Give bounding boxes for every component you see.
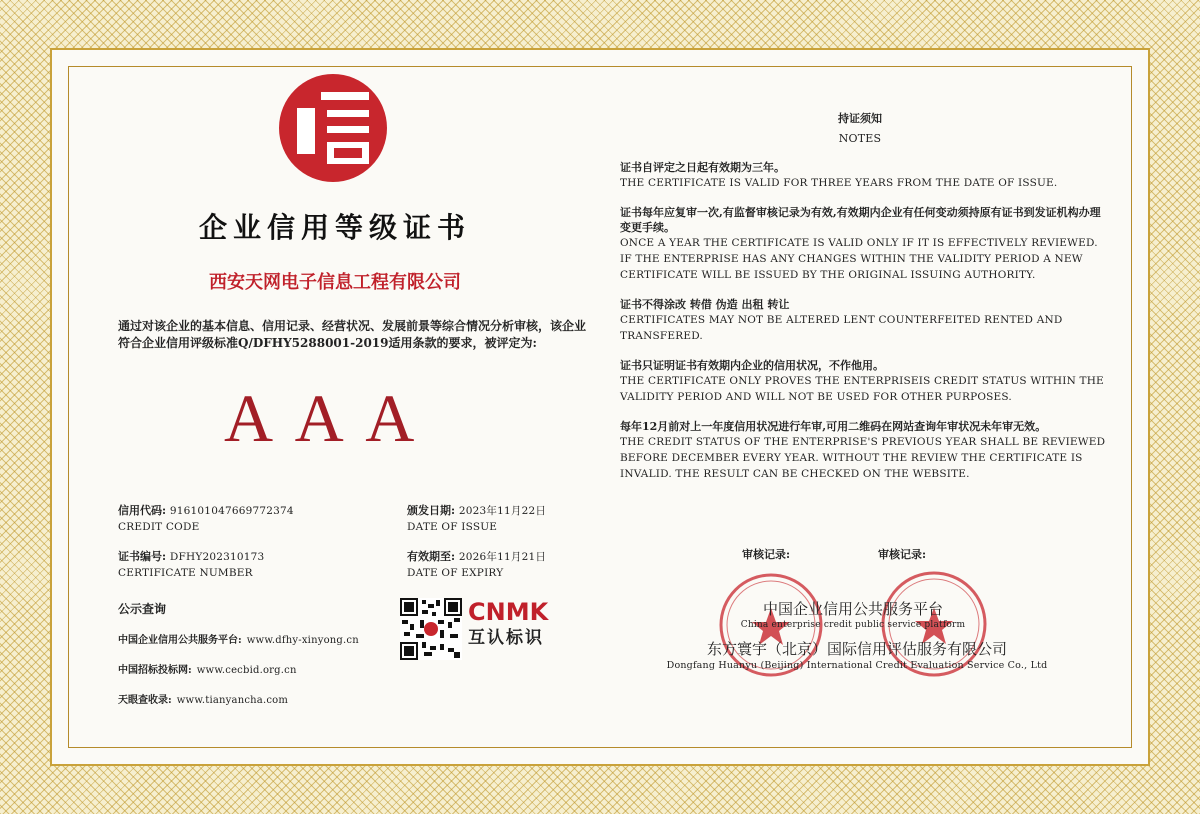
public-query-list	[118, 628, 408, 718]
note-en: THE CERTIFICATE IS VALID FOR THREE YEARS FROM THE DATE OF ISSUE.	[620, 177, 1058, 189]
expiry-block	[407, 548, 607, 579]
grade-rating: A A A	[224, 380, 421, 456]
cert-number-label: 证书编号:	[118, 550, 167, 563]
query-item	[118, 658, 408, 688]
note-en: THE CREDIT STATUS OF THE ENTERPRISE'S PREVIOUS YEAR SHALL BE REVIEWED BEFORE DECEMBER EVERY YEAR. WITHOUT THE REVIEW THE CERTIFICATE IS INVALID. THE RESULT CAN BE CHECKED ON THE WEBSITE.	[620, 436, 1106, 480]
issue-date-block	[407, 502, 607, 533]
credit-code-value: 916101047669772374	[169, 505, 294, 517]
query-item	[118, 628, 408, 658]
company-name: 西安天网电子信息工程有限公司	[209, 272, 461, 293]
cnmk-mark	[468, 598, 568, 650]
issue-date-label: 颁发日期:	[407, 504, 456, 517]
note-cn: 每年12月前对上一年度信用状况进行年审,可用二维码在网站查询年审状况未年审无效。	[620, 420, 1047, 433]
cnmk-title: CNMK	[468, 598, 549, 626]
note-item	[620, 358, 1108, 405]
expiry-value: 2026年11月21日	[458, 551, 547, 563]
review-record-label: 审核记录:	[742, 548, 791, 561]
platform-name-en: China enterprise credit public service platform	[740, 620, 966, 630]
issuer-name: 东方寰宇（北京）国际信用评估服务有限公司	[706, 640, 1007, 658]
platform-name: 中国企业信用公共服务平台	[762, 600, 943, 618]
intro-text: 通过对该企业的基本信息、信用记录、经营状况、发展前景等综合情况分析审核，该企业符合企业信用评级标准Q/DFHY5288001-2019适用条款的要求，被评定为:	[118, 319, 587, 350]
cnmk-subtitle: 互认标识	[468, 628, 544, 648]
cert-number-label-en: CERTIFICATE NUMBER	[118, 567, 253, 579]
notes-list	[620, 160, 1108, 482]
public-query-heading: 公示查询	[118, 602, 167, 616]
notes-heading-cn: 持证须知	[838, 112, 882, 125]
query-item-url[interactable]: www.dfhy-xinyong.cn	[246, 635, 359, 646]
note-en: ONCE A YEAR THE CERTIFICATE IS VALID ONLY IF IT IS EFFECTIVELY REVIEWED. IF THE ENTERPRISE HAS ANY CHANGES WITHIN THE VALIDITY PERIOD A NEW CERTIFICATE WILL BE ISSUED BY THE ORIGINAL ISSUING AUTHORITY.	[620, 237, 1098, 281]
credit-logo-icon	[277, 72, 389, 184]
credit-code-label: 信用代码:	[118, 504, 167, 517]
note-item	[620, 419, 1108, 482]
credit-logo	[277, 72, 389, 184]
note-cn: 证书只证明证书有效期内企业的信用状况，不作他用。	[620, 359, 884, 372]
qr-pattern	[400, 598, 462, 660]
query-item-label: 中国企业信用公共服务平台:	[118, 635, 242, 646]
query-item-label: 中国招标投标网:	[118, 665, 192, 676]
note-cn: 证书每年应复审一次,有监督审核记录为有效,有效期内企业有任何变动须持原有证书到发证机构办理变更手续。	[620, 206, 1101, 234]
issuer-name-en: Dongfang Huanyu (Beijing) International Credit Evaluation Service Co., Ltd	[666, 660, 1048, 671]
note-en: CERTIFICATES MAY NOT BE ALTERED LENT COUNTERFEITED RENTED AND TRANSFERED.	[620, 314, 1063, 342]
expiry-label-en: DATE OF EXPIRY	[407, 567, 504, 579]
query-item-label: 天眼查收录:	[118, 695, 172, 706]
qr-code-icon[interactable]	[400, 598, 462, 660]
note-item	[620, 297, 1108, 344]
note-cn: 证书自评定之日起有效期为三年。	[620, 161, 785, 174]
review-record-label: 审核记录:	[878, 548, 927, 561]
cert-number-value: DFHY202310173	[169, 551, 265, 563]
credit-code-label-en: CREDIT CODE	[118, 521, 200, 533]
cert-number-block	[118, 548, 388, 579]
issue-date-value: 2023年11月22日	[458, 505, 547, 517]
query-item-url[interactable]: www.tianyancha.com	[176, 695, 289, 706]
note-en: THE CERTIFICATE ONLY PROVES THE ENTERPRISEIS CREDIT STATUS WITHIN THE VALIDITY PERIOD AND WILL NOT BE USED FOR OTHER PURPOSES.	[620, 375, 1104, 403]
credit-code-block	[118, 502, 388, 533]
expiry-label: 有效期至:	[407, 550, 456, 563]
notes-heading-en: NOTES	[838, 132, 882, 145]
note-cn: 证书不得涂改 转借 伪造 出租 转让	[620, 298, 790, 311]
note-item	[620, 160, 1108, 191]
certificate-title: 企业信用等级证书	[198, 211, 471, 244]
query-item	[118, 688, 408, 718]
issue-date-label-en: DATE OF ISSUE	[407, 521, 498, 533]
note-item	[620, 205, 1108, 283]
query-item-url[interactable]: www.cecbid.org.cn	[196, 665, 297, 676]
